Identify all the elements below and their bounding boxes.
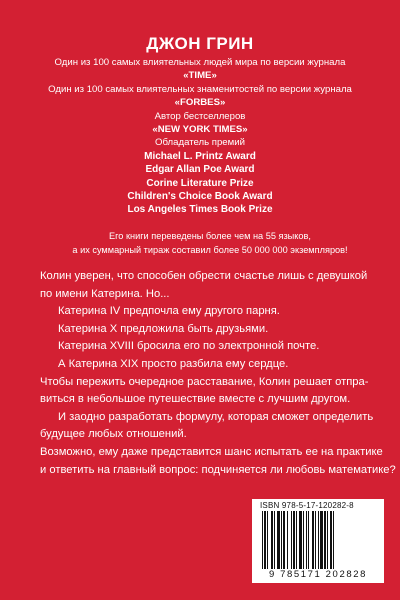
isbn-number: ISBN 978-5-17-120282-8 [260,501,354,510]
blurb-line: Чтобы пережить очередное расставание, Колин решает отпра- [40,375,369,388]
blurb-line: виться в небольшое путешествие вместе с лучшим другом. [40,393,351,406]
award-item: Los Angeles Times Book Prize [127,204,273,216]
author-name: ДЖОН ГРИН [146,34,254,53]
blurb-line: Колин уверен, что способен обрести счастье лишь с девушкой [40,270,368,282]
blurb-line: А Катерина XIX просто разбила ему сердце. [58,357,289,370]
bio-forbes-line: Один из 100 самых влиятельных знаменитостей по версии журнала [48,83,352,95]
blurb-line: Возможно, ему даже представится шанс испытать ее на практике [40,445,383,458]
book-blurb [40,268,396,479]
blurb-line: Катерина IV предпочла ему другого парня. [58,305,280,318]
award-item: Michael L. Printz Award [144,150,256,162]
blurb-line: Катерина X предложила быть друзьями. [58,322,269,335]
award-item: Children's Choice Book Award [127,191,273,203]
bio-awards-intro: Обладатель премий [155,137,245,149]
translations-line: Его книги переведены более чем на 55 языков, [109,231,311,241]
blurb-line: по имени Катерина. Но... [40,287,170,300]
author-bio [30,56,370,217]
isbn-barcode [252,499,384,583]
translations-line: а их суммарный тираж составил более 50 000 000 экземпляров! [72,244,348,255]
bio-bestseller-line: Автор бестселлеров [154,110,246,122]
blurb-line: и ответить на главный вопрос: подчиняется ли любовь математике? [40,463,396,476]
blurb-line: будущее любых отношений. [40,428,187,441]
award-item: Edgar Allan Poe Award [145,164,255,176]
blurb-line: Катерина XVIII бросила его по электронной почте. [58,340,320,353]
award-item: Corine Literature Prize [146,177,254,189]
bio-time-line: Один из 100 самых влиятельных людей мира по версии журнала [54,57,346,68]
blurb-line: И заодно разработать формулу, которая сможет определить [58,410,374,423]
bio-forbes-magazine: «FORBES» [174,97,226,109]
barcode-digits: 9 785171 202828 [269,569,367,580]
bio-nyt: «NEW YORK TIMES» [152,124,248,136]
bio-time-magazine: «TIME» [183,70,217,82]
translations-note [40,230,380,257]
barcode-icon [262,511,374,569]
